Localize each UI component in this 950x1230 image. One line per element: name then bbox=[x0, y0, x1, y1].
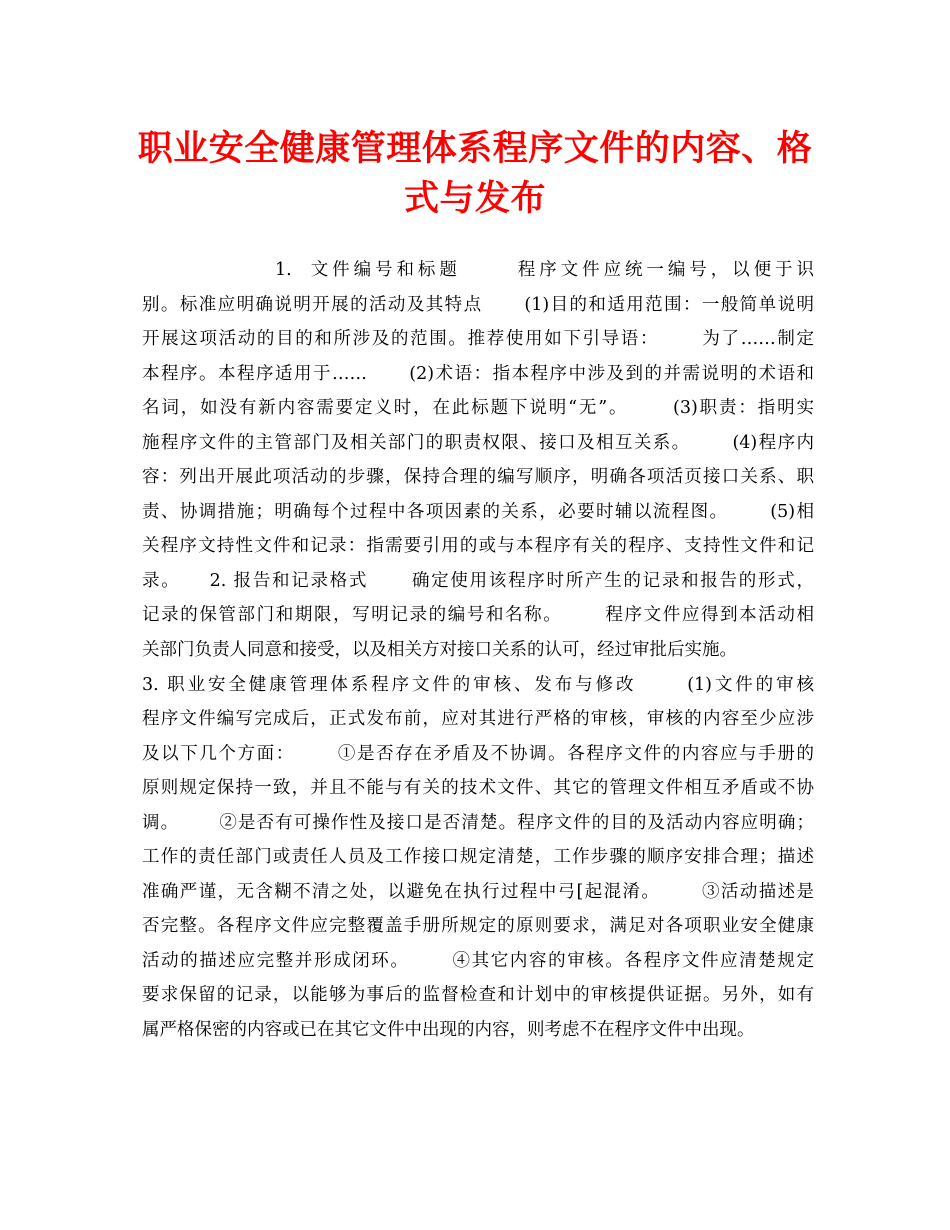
body-line: 活动的描述应完整并形成闭环。 ④其它内容的审核。各程序文件应清楚规定 bbox=[142, 950, 814, 971]
body-line: 关部门负责人同意和接受，以及相关方对接口关系的认可，经过审批后实施。 bbox=[142, 640, 737, 661]
body-line: 原则规定保持一致，并且不能与有关的技术文件、其它的管理文件相互矛盾或不协 bbox=[142, 778, 814, 799]
body-line: 工作的责任部门或责任人员及工作接口规定清楚，工作步骤的顺序安排合理；描述 bbox=[142, 847, 814, 868]
body-line: 记录的保管部门和期限，写明记录的编号和名称。 程序文件应得到本活动相 bbox=[142, 605, 814, 626]
body-line: 别。标准应明确说明开展的活动及其特点 (1)目的和适用范围：一般简单说明 bbox=[142, 294, 814, 315]
body-line: 调。 ②是否有可操作性及接口是否清楚。程序文件的目的及活动内容应明确； bbox=[142, 812, 814, 833]
body-line: 1. 文件编号和标题 程序文件应统一编号，以便于识 bbox=[142, 260, 814, 280]
body-line: 施程序文件的主管部门及相关部门的职责权限、接口及相互关系。 (4)程序内 bbox=[142, 432, 814, 453]
document-body bbox=[142, 253, 814, 1048]
body-line: 名词，如没有新内容需要定义时，在此标题下说明“无”。 (3)职责：指明实 bbox=[142, 398, 814, 419]
body-line: 3. 职业安全健康管理体系程序文件的审核、发布与修改 (1)文件的审核 bbox=[142, 674, 814, 695]
body-line: 责、协调措施；明确每个过程中各项因素的关系，必要时辅以流程图。 (5)相 bbox=[142, 501, 814, 522]
body-line: 程序文件编写完成后，正式发布前，应对其进行严格的审核，审核的内容至少应涉 bbox=[142, 709, 814, 730]
body-line: 及以下几个方面： ①是否存在矛盾及不协调。各程序文件的内容应与手册的 bbox=[142, 743, 814, 764]
body-line: 属严格保密的内容或已在其它文件中出现的内容，则考虑不在程序文件中出现。 bbox=[142, 1020, 755, 1041]
document-title: 职业安全健康管理体系程序文件的内容、格式与发布 bbox=[137, 128, 813, 219]
body-line: 要求保留的记录，以能够为事后的监督检查和计划中的审核提供证据。另外，如有 bbox=[142, 985, 814, 1006]
body-line: 本程序。本程序适用于…… (2)术语：指本程序中涉及到的并需说明的术语和 bbox=[142, 363, 814, 384]
body-line: 否完整。各程序文件应完整覆盖手册所规定的原则要求，满足对各项职业安全健康 bbox=[142, 916, 814, 937]
body-line: 准确严谨，无含糊不清之处，以避免在执行过程中弓[起混淆。 ③活动描述是 bbox=[142, 881, 814, 902]
body-line: 容：列出开展此项活动的步骤，保持合理的编写顺序，明确各项活页接口关系、职 bbox=[142, 467, 814, 488]
body-line: 开展这项活动的目的和所涉及的范围。推荐使用如下引导语： 为了……制定 bbox=[142, 329, 814, 350]
body-line: 关程序文持性文件和记录：指需要引用的或与本程序有关的程序、支持性文件和记 bbox=[142, 536, 814, 557]
body-line: 录。 2. 报告和记录格式 确定使用该程序时所产生的记录和报告的形式， bbox=[142, 570, 814, 591]
